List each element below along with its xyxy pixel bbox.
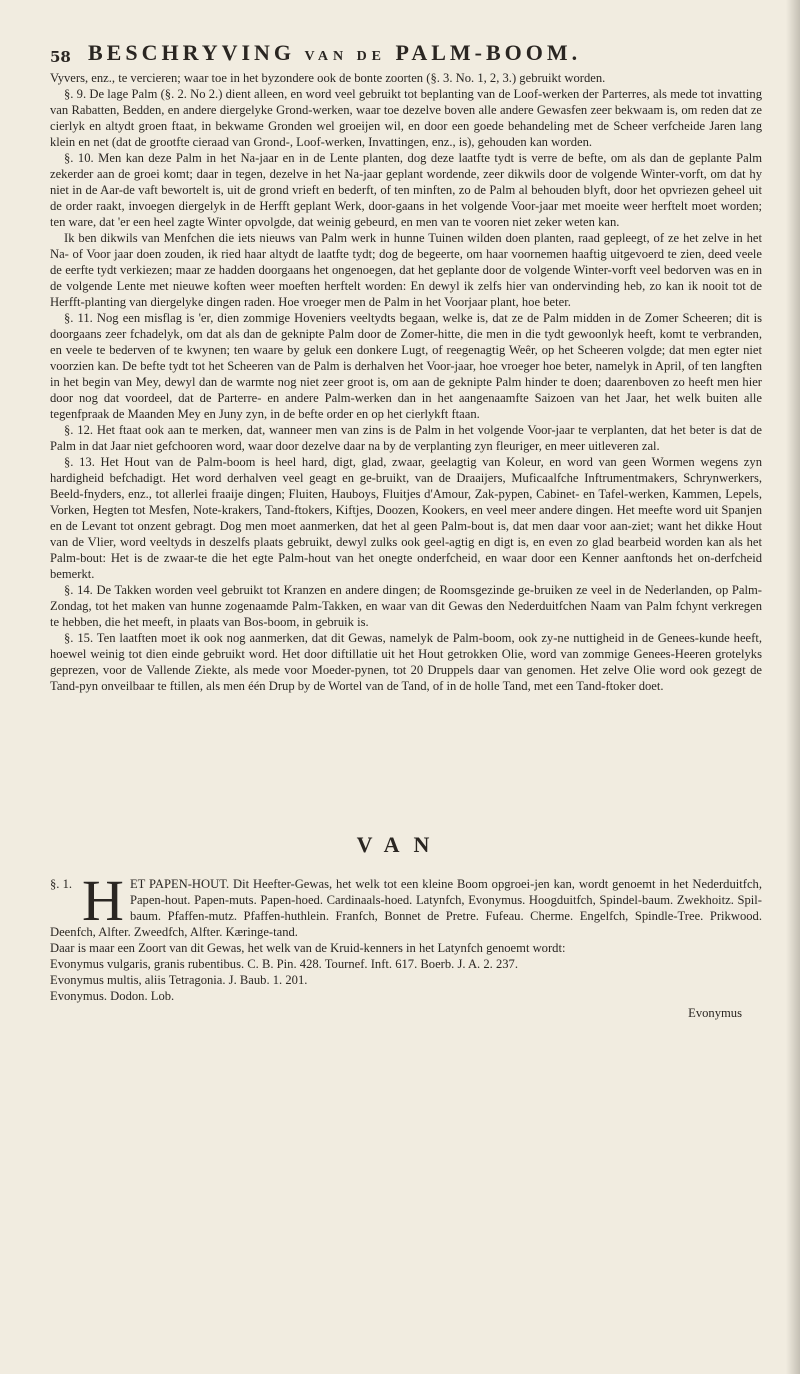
paragraph: Vyvers, enz., te vercieren; waar toe in het byzondere ook de bonte zoorten (§. 3. No. 1, 2, 3.) gebruikt worden.	[50, 71, 606, 85]
papen-hout-entry	[50, 868, 762, 1004]
paragraph: §. 9. De lage Palm (§. 2. No 2.) dient alleen, en word veel gebruikt tot beplanting van de Loof-werken der Parterres, als mede tot invatting van Rabatten, Bedden, en andere diergelyke Grond-werken, waar toe dezelve boven alle andere Gewasfen zeer bekwaam is, om reden dat ze cierlyk en altydt groen ftaat, in bekwame Gronden wel groeijen wil, en door een goede behandeling met de Scheer verfcheide Jaren lang klein en net (dat de grootfte cieraad van Grond-, Loof-werken, Invattingen, enz., is), gehouden kan worden.	[50, 87, 762, 149]
drop-cap: H	[82, 868, 124, 933]
page-edge-shadow	[786, 0, 800, 1374]
section-mark: §. 1.	[50, 877, 73, 891]
paragraph: §. 12. Het ftaat ook aan te merken, dat, wanneer men van zins is de Palm in het volgende Voor-jaar te verplanten, dat het beter is dat de Palm in dat Jaar niet gefchooren word, waar door dezelve daar na by de verplanting zyn fleuriger, en meer uitleveren zal.	[50, 423, 762, 453]
paragraph: Ik ben dikwils van Menfchen die iets nieuws van Palm werk in hunne Tuinen wilden doen planten, raad gepleegt, of ze het zelve in het Na- of Voor jaar doen zouden, ik ried haar altydt de laatfte tydt; dog de begeerte, om haar voornemen haaftig uitgevoerd te zien, deed veele de eerfte tydt verkiezen; maar ze hadden doorgaans het ongenoegen, dat het geplante door de volgende Winter-vorft veel bedorven was en in de volgende Lente met nieuwe koften weer moeften herftelt worden: En dewyl ik zelfs hier van ondervinding heb, zo kan ik nooit tot de Herfft-planting van diergelyke dingen raden. Hoe vroeger men de Palm in het Voorjaar plant, hoe beter.	[50, 231, 762, 309]
section-heading: VAN	[356, 832, 444, 857]
paragraph: §. 15. Ten laatften moet ik ook nog aanmerken, dat dit Gewas, namelyk de Palm-boom, ook zy-ne nuttigheid in de Genees-kunde heeft, hoewel weinig tot dien einde gebruikt word. Het door diftillatie uit het Hout getrokken Olie, word van zommige Genees-Heeren grotelyks geprezen, voor de Vallende Ziekte, als mede voor Moeder-pynen, tot 20 Druppels daar van genomen. Het zelve Olie word ook gezegt de Tand-pyn onveilbaar te ftillen, als men één Drup by de Wortel van de Tand, of in de holle Tand, met een Tand-ftoker doet.	[50, 631, 762, 693]
paragraph: §. 10. Men kan deze Palm in het Na-jaar en in de Lente planten, dog deze laatfte tydt is verre de befte, om als dan de geplante Palm zekerder aan de groei komt; daar in tegen, dezelve in het Na-jaar geplant wordende, zeer dikwils door de volgende Winter-vorft, om dat hy niet in de Aar-de vaft bewortelt is, uit de grond vrieft en bederft, of ten minften, zo de Palm al behouden blyft, door het opvriezen geheel uit de order raakt, invoegen diergelyk in de Herfft geplant Werk, door-gaans in het volgende Voor-jaar met moeite weer herftelt moet worden; ten ware, dat 'er een heel zagte Winter opvolgde, dat weinig gebeurd, en men van te vooren niet zeker weten kan.	[50, 151, 762, 229]
page-number: 58	[50, 48, 71, 66]
catchword: Evonymus	[688, 1006, 742, 1020]
synonym-item: Evonymus. Dodon. Lob.	[50, 989, 175, 1003]
synonym-item: Evonymus vulgaris, granis rubentibus. C. B. Pin. 428. Tournef. Inft. 617. Boerb. J. A. 2. 237.	[50, 957, 518, 971]
paragraph: §. 14. De Takken worden veel gebruikt tot Kranzen en andere dingen; de Roomsgezinde ge-bruiken ze veel in de Nederlanden, op Palm-Zondag, tot het maken van hunne zogenaamde Palm-Takken, en waar van dit Gewas den Nederduitfchen Naam van Palm fchynt verkregen te hebben, die het meeft, in plaats van Bos-boom, in gebruik is.	[50, 583, 762, 629]
synonym-item: Evonymus multis, aliis Tetragonia. J. Baub. 1. 201.	[50, 973, 308, 987]
page-header	[50, 34, 750, 74]
main-text	[50, 70, 762, 694]
entry-line2: Daar is maar een Zoort van dit Gewas, het welk van de Kruid-kenners in het Latynfch genoemt wordt:	[50, 941, 566, 955]
running-title-main: BESCHRYVING	[88, 40, 296, 65]
paragraph: §. 11. Nog een misflag is 'er, dien zommige Hoveniers veeltydts begaan, welke is, dat ze de Palm midden in de Zomer Scheeren; dit is doorgaans zeer fchadelyk, om dat als dan de geknipte Palm door de Zomer-hitte, die men in die tydt gewoonlyk heeft, komt te verbranden, en veele te bederven of te kwynen; ten waare by geluk een donkere Lugt, of reegenagtig Weêr, op het Scheeren volgde; dat men egter niet voorzien kan. De befte tydt tot het Scheeren van de Palm is derhalven het Voor-jaar, hoe vroeger hoe beter, namelyk in April, of ten langften in het begin van Mey, dewyl dan de warmte nog niet zeer groot is, om aan de geknipte Palm hinder te doen; daarenboven zo heeft men hier door nog dat voordeel, dat de Parterre- en andere Palm-werken dan in het aangenaamfte Saizoen van het Jaar, het welk buiten alle tegenfpraak de Maanden Mey en Juny zyn, in de befte order en op het cierlykft ftaan.	[50, 311, 762, 421]
running-title	[88, 40, 581, 66]
synonym-list	[50, 956, 762, 1004]
running-title-small: VAN DE	[304, 49, 387, 64]
paragraph: §. 13. Het Hout van de Palm-boom is heel hard, digt, glad, zwaar, geelagtig van Koleur, en word van geen Wormen wegens zyn hardigheid befchadigt. Het word derhalven veel geagt en ge-bruikt, van de Draaijers, Muficaalfche Inftrumentmakers, Schrynwerkers, Beeld-fnyders, enz., tot allerlei fraaije dingen; Fluiten, Hauboys, Fluitjes d'Amour, Zak-pypen, Cabinet- en Tafel-werken, Kammen, Lepels, Vorken, Hegten tot Mesfen, Note-krakers, Tand-ftokers, Kiftjes, Doozen, Kookers, en veel meer andere dingen. Het meefte word uit Spanjen en de Levant tot onzent gebragt. Dog men moet aanmerken, dat het al geen Palm-bout is, dat men daar voor aan-ziet; want het dikke Hout van de Vlier, word veeltyds in deszelfs plaats gebruikt, dewyl zulks ook geel-agtig en digt is, en even zo glad bearbeid worden kan als het Palm-bout: Het is de zwaar-te die het egte Palm-hout van het onegte onderfcheid, en waar door een Kenner aanftonds het on-derfcheid bemerkt.	[50, 455, 762, 581]
running-title-end: PALM-BOOM.	[395, 40, 582, 65]
entry-text: ET PAPEN-HOUT. Dit Heefter-Gewas, het welk tot een kleine Boom opgroei-jen kan, wordt genoemt in het Nederduitfch, Papen-hout. Papen-muts. Papen-hoed. Cardinaals-hoed. Latynfch, Evonymus. Hoogduitfch, Spindel-baum. Zwekhoitz. Spil-baum. Pfaffen-mutz. Pfaffen-huthlein. Franfch, Bonnet de Pretre. Fufeau. Cherme. Engelfch, Spindle-Tree. Prikwood. Deenfch, Alfter. Zweedfch, Alfter. Kæringe-tand.	[50, 877, 762, 939]
